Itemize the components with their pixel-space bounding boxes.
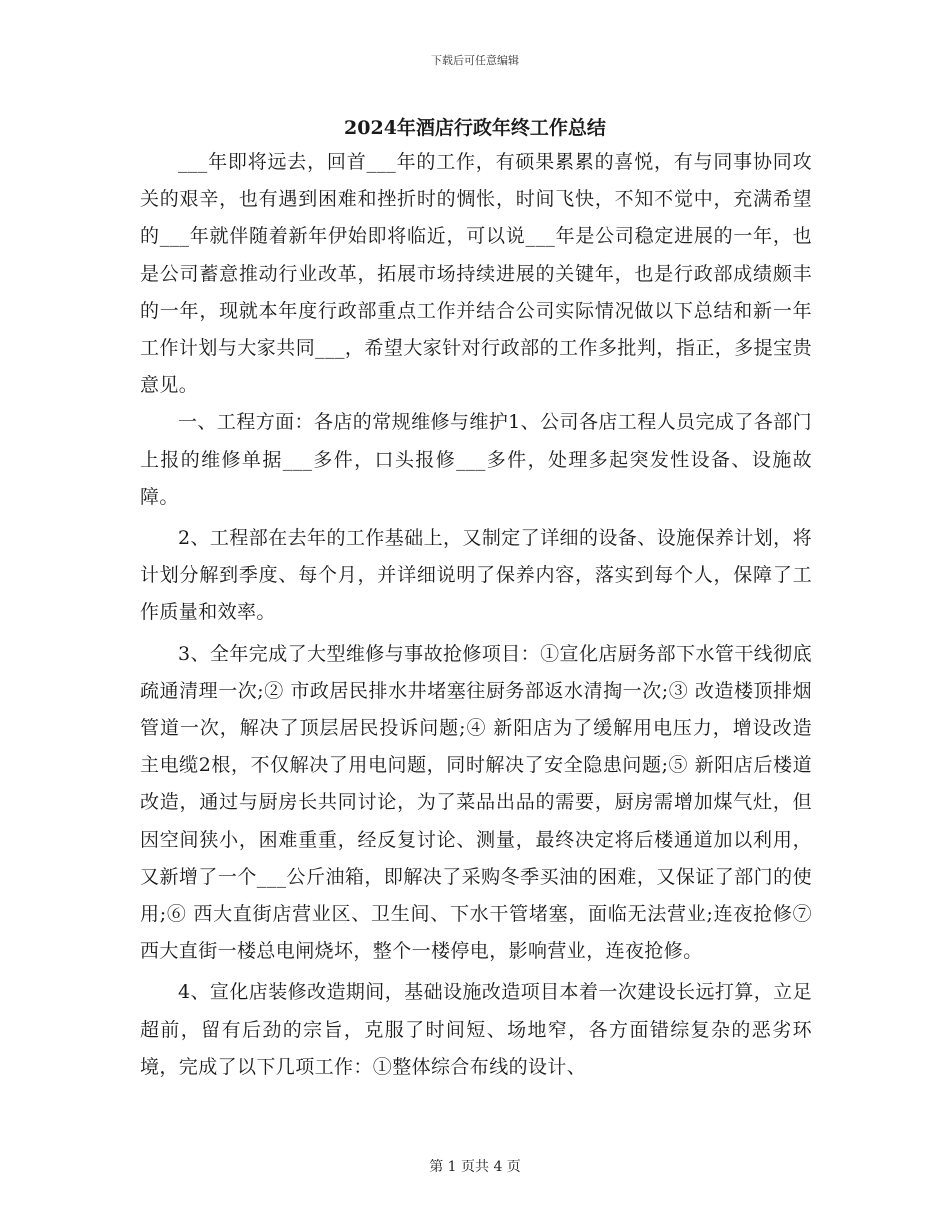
- paragraph-intro: ___年即将远去，回首___年的工作，有硕果累累的喜悦，有与同事协同攻关的艰辛，也有遇到困难和挫折时的惆怅，时间飞快，不知不觉中，充满希望的___年就伴随着新年伊始即将临近，可以说___年是公司稳定进展的一年，也是公司蓄意推动行业改革，拓展市场持续进展的关键年，也是行政部成绩颇丰的一年，现就本年度行政部重点工作并结合公司实际情况做以下总结和新一年工作计划与大家共同___，希望大家针对行政部的工作多批判，指正，多提宝贵意见。: [140, 151, 812, 397]
- paragraph-engineering-3: 3、全年完成了大型维修与事故抢修项目：①宣化店厨务部下水管干线彻底疏通清理一次;② 市政居民排水井堵塞往厨务部返水清掏一次;③ 改造楼顶排烟管道一次，解决了顶层居民投诉问题;④ 新阳店为了缓解用电压力，增设改造主电缆2根，不仅解决了用电问题，同时解决了安全隐患问题;⑤ 新阳店后楼道改造，通过与厨房长共同讨论，为了菜品出品的需要，厨房需增加煤气灶，但因空间狭小，困难重重，经反复讨论、测量，最终决定将后楼通道加以利用，又新增了一个___公斤油箱，即解决了采购冬季买油的困难，又保证了部门的使用;⑥ 西大直街店营业区、卫生间、下水干管堵塞，面临无法营业;连夜抢修⑦ 西大直街一楼总电闸烧坏，整个一楼停电，影响营业，连夜抢修。: [140, 642, 812, 963]
- document-body: [140, 144, 812, 1086]
- page-number: 第 1 页共 4 页: [429, 1159, 521, 1175]
- page-header-note: 下载后可任意编辑: [431, 54, 519, 67]
- paragraph-engineering-1: 一、工程方面：各店的常规维修与维护1、公司各店工程人员完成了各部门上报的维修单据___多件，口头报修___多件，处理多起突发性设备、设施故障。: [140, 411, 812, 508]
- paragraph-engineering-4: 4、宣化店装修改造期间，基础设施改造项目本着一次建设长远打算，立足超前，留有后劲的宗旨，克服了时间短、场地窄，各方面错综复杂的恶劣环境，完成了以下几项工作：①整体综合布线的设计、: [140, 981, 812, 1078]
- paragraph-engineering-2: 2、工程部在去年的工作基础上，又制定了详细的设备、设施保养计划，将计划分解到季度、每个月，并详细说明了保养内容，落实到每个人，保障了工作质量和效率。: [140, 527, 812, 624]
- document-title: 2024年酒店行政年终工作总结: [344, 117, 606, 139]
